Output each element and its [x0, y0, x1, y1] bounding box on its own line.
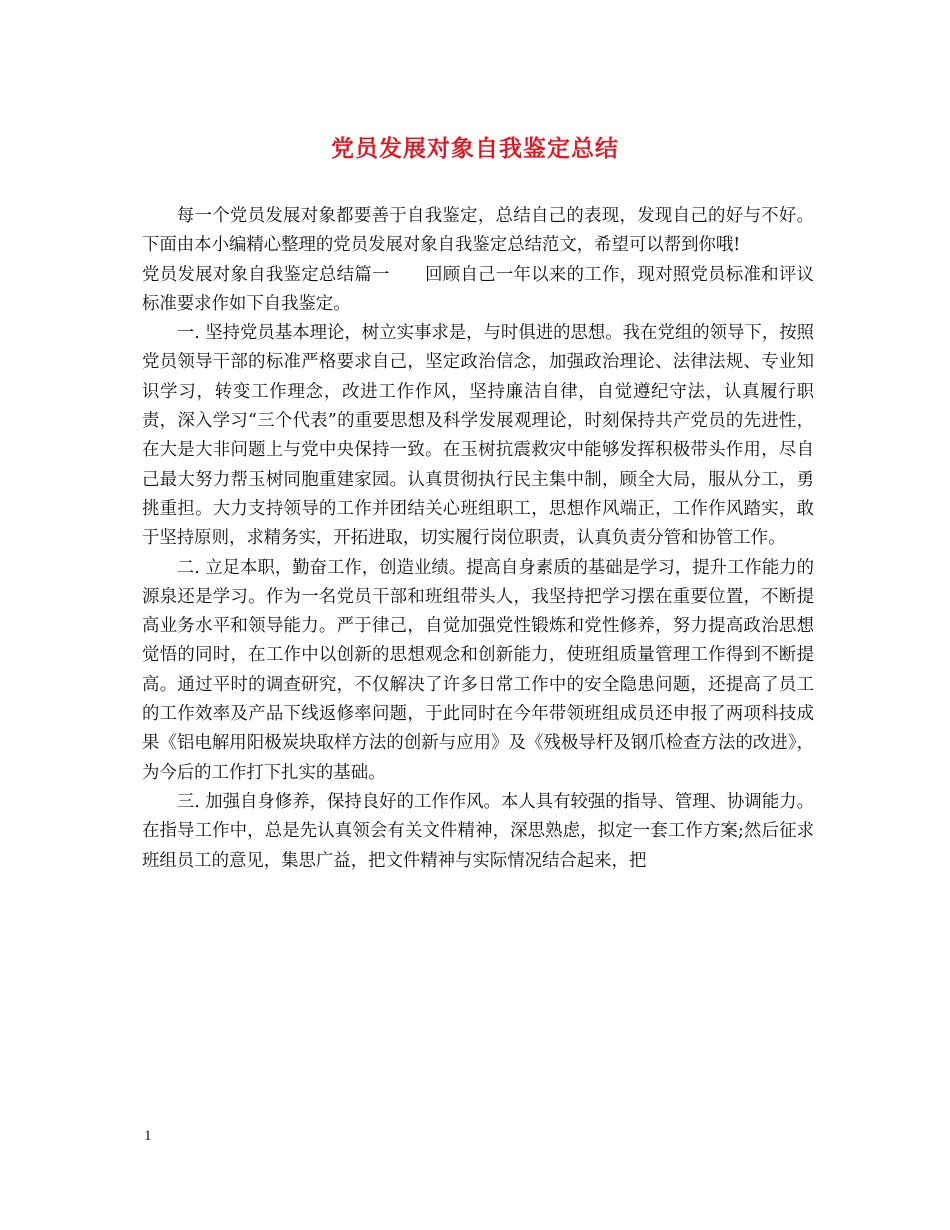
paragraph-point-three: 三. 加强自身修养，保持良好的工作作风。本人具有较强的指导、管理、协调能力。在指导工作中，总是先认真领会有关文件精神，深思熟虑，拟定一套工作方案;然后征求班组员工的意见，集思广益，把文件精神与实际情况结合起来，把: [142, 791, 814, 871]
paragraph-point-two: 二. 立足本职，勤奋工作，创造业绩。提高自身素质的基础是学习，提升工作能力的源泉还是学习。作为一名党员干部和班组带头人，我坚持把学习摆在重要位置，不断提高业务水平和领导能力。严于律己，自觉加强党性锻炼和党性修养，努力提高政治思想觉悟的同时，在工作中以创新的思想观念和创新能力，使班组质量管理工作得到不断提高。通过平时的调查研究，不仅解决了许多日常工作中的安全隐患问题，还提高了员工的工作效率及产品下线返修率问题，于此同时在今年带领班组成员还申报了两项科技成果《铝电解用阳极炭块取样方法的创新与应用》及《残极导杆及钢爪检查方法的改进》，为今后的工作打下扎实的基础。: [142, 557, 814, 783]
paragraph-section-heading: 党员发展对象自我鉴定总结篇一 回顾自己一年以来的工作，现对照党员标准和评议标准要求作如下自我鉴定。: [142, 264, 814, 314]
paragraph-intro: 每一个党员发展对象都要善于自我鉴定，总结自己的表现，发现自己的好与不好。 下面由本小编精心整理的党员发展对象自我鉴定总结范文，希望可以帮到你哦!: [142, 206, 814, 256]
document-body: [142, 202, 814, 876]
paragraph-point-one: 一. 坚持党员基本理论，树立实事求是，与时俱进的思想。我在党组的领导下，按照党员领导干部的标准严格要求自己，坚定政治信念，加强政治理论、法律法规、专业知识学习，转变工作理念，改进工作作风，坚持廉洁自律，自觉遵纪守法，认真履行职责，深入学习“三个代表”的重要思想及科学发展观理论，时刻保持共产党员的先进性，在大是大非问题上与党中央保持一致。在玉树抗震救灾中能够发挥积极带头作用，尽自己最大努力帮玉树同胞重建家园。认真贯彻执行民主集中制，顾全大局，服从分工，勇挑重担。大力支持领导的工作并团结关心班组职工，思想作风端正，工作作风踏实，敢于坚持原则，求精务实，开拓进取，切实履行岗位职责，认真负责分管和协管工作。: [142, 323, 814, 549]
page-number: 1: [144, 1128, 152, 1144]
document-title: 党员发展对象自我鉴定总结: [331, 135, 619, 162]
